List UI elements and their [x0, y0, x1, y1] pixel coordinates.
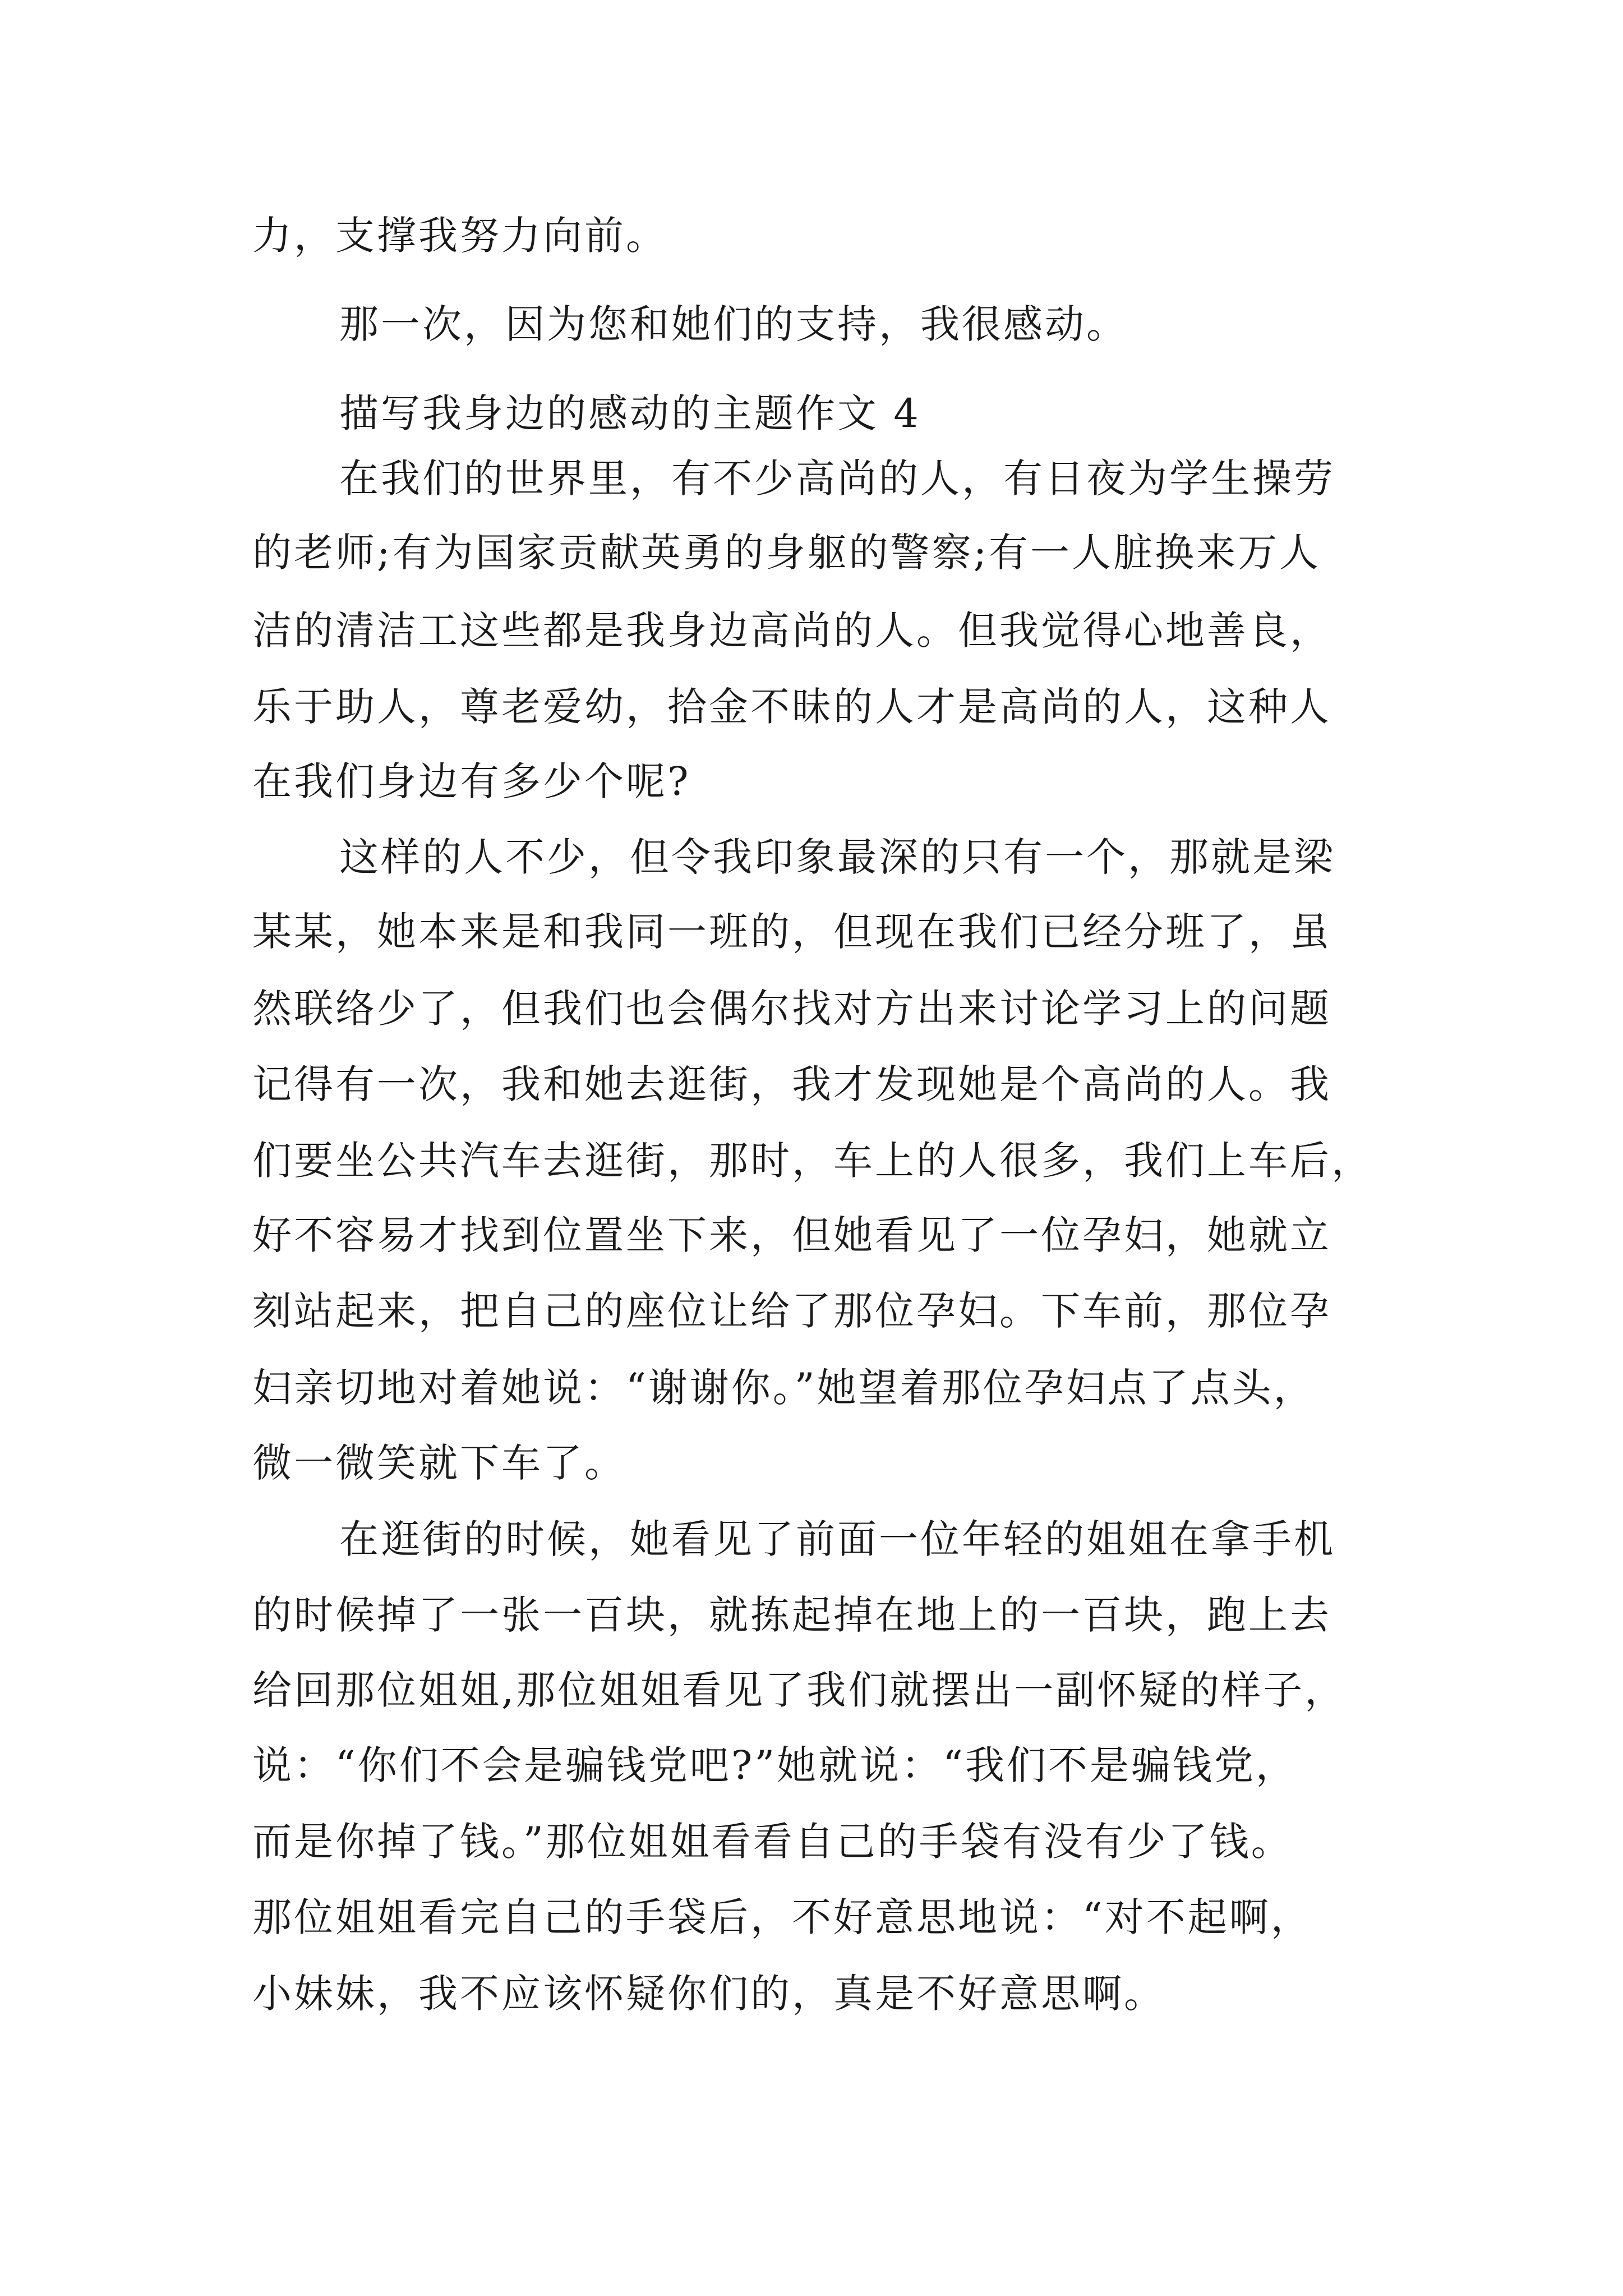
text-line: 然联络少了，但我们也会偶尔找对方出来讨论学习上的问题	[252, 986, 1331, 1032]
text-line: 给回那位姐姐,那位姐姐看见了我们就摆出一副怀疑的样子，	[252, 1667, 1347, 1713]
text-line: 记得有一次，我和她去逛街，我才发现她是个高尚的人。我	[252, 1061, 1331, 1107]
text-line: 说：“你们不会是骗钱党吧?”她就说：“我们不是骗钱党，	[252, 1742, 1297, 1788]
text-line: 力，支撑我努力向前。	[252, 213, 667, 259]
text-line: 的时候掉了一张一百块，就拣起掉在地上的一百块，跑上去	[252, 1592, 1331, 1638]
text-line: 小妹妹，我不应该怀疑你们的，真是不好意思啊。	[252, 1971, 1165, 2017]
text-line: 某某，她本来是和我同一班的，但现在我们已经分班了，虽	[252, 909, 1331, 955]
text-line: 而是你掉了钱。”那位姐姐看看自己的手袋有没有少了钱。	[252, 1819, 1293, 1865]
text-line: 在逛街的时候，她看见了前面一位年轻的姐姐在拿手机	[339, 1516, 1335, 1562]
text-line: 在我们的世界里，有不少高尚的人，有日夜为学生操劳	[339, 455, 1335, 501]
text-line: 在我们身边有多少个呢?	[252, 758, 691, 804]
text-line: 们要坐公共汽车去逛街，那时，车上的人很多，我们上车后，	[252, 1138, 1373, 1184]
text-line: 那一次，因为您和她们的支持，我很感动。	[339, 301, 1128, 347]
text-line: 那位姐姐看完自己的手袋后，不好意思地说：“对不起啊，	[252, 1894, 1312, 1940]
text-line: 洁的清洁工这些都是我身边高尚的人。但我觉得心地善良，	[252, 608, 1331, 654]
text-line: 好不容易才找到位置坐下来，但她看见了一位孕妇，她就立	[252, 1212, 1331, 1258]
text-line: 这样的人不少，但令我印象最深的只有一个，那就是梁	[339, 834, 1335, 880]
text-line: 刻站起来，把自己的座位让给了那位孕妇。下车前，那位孕	[252, 1288, 1331, 1334]
text-line: 妇亲切地对着她说：“谢谢你。”她望着那位孕妇点了点头，	[252, 1365, 1315, 1411]
text-line: 乐于助人，尊老爱幼，拾金不昧的人才是高尚的人，这种人	[252, 684, 1331, 730]
text-line: 的老师;有为国家贡献英勇的身躯的警察;有一人脏换来万人	[252, 530, 1321, 576]
text-line: 微一微笑就下车了。	[252, 1440, 626, 1486]
section-title: 描写我身边的感动的主题作文 4	[339, 390, 921, 436]
